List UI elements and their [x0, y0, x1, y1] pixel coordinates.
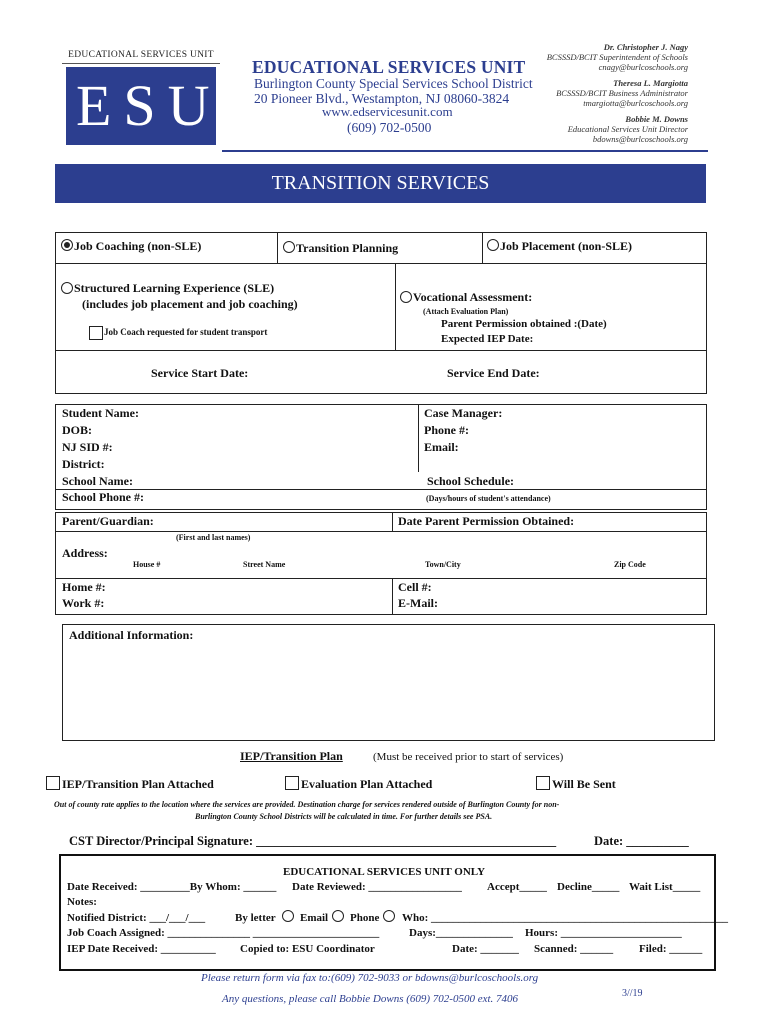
contact-list — [488, 42, 688, 144]
contact-1: Dr. Christopher J. Nagy BCSSSD/BCIT Superintendent of Schools cnagy@burlcoschools.org — [546, 42, 688, 72]
office-date-field[interactable]: Date: _______ — [452, 943, 519, 955]
notes-label: Notes: — [67, 896, 97, 908]
date-reviewed[interactable]: Date Reviewed: _________________ — [292, 881, 462, 893]
student-name-label: Student Name: — [62, 406, 139, 420]
sid-label: NJ SID #: — [62, 440, 113, 454]
by-letter-label: By letter — [235, 912, 276, 924]
vocational-radio[interactable] — [400, 291, 412, 303]
by-letter-radio[interactable] — [282, 910, 294, 922]
first-last-note: (First and last names) — [176, 533, 251, 542]
home-label: Home #: — [62, 580, 106, 594]
logo — [62, 50, 220, 150]
who-field[interactable]: Who: ______________________________________________________ — [402, 912, 729, 924]
zip-label: Zip Code — [614, 560, 646, 569]
contact-3: Bobbie M. Downs Educational Services Unit Director bdowns@burlcoschools.org — [567, 114, 688, 144]
job-placement-radio[interactable] — [487, 239, 499, 251]
parent-permission-label: Parent Permission obtained :(Date) — [441, 318, 607, 330]
town-label: Town/City — [425, 560, 461, 569]
date-permission-label: Date Parent Permission Obtained: — [398, 514, 575, 528]
job-coaching-radio[interactable] — [61, 239, 73, 251]
office-title: EDUCATIONAL SERVICES UNIT ONLY — [283, 866, 486, 878]
org-address: 20 Pioneer Blvd., Westampton, NJ 08060-3824 — [254, 91, 510, 106]
email-option-label: Email — [300, 912, 329, 924]
hours-field[interactable]: Hours: ______________________ — [525, 927, 682, 939]
signature-date[interactable]: Date: __________ — [594, 834, 689, 848]
street-label: Street Name — [243, 560, 286, 569]
notified-district[interactable]: Notified District: ___/___/___ — [67, 912, 206, 924]
disclaimer-line-1: Out of county rate applies to the location where the services are provided. Destination charge for services rendered outside of Burlington County for non- — [54, 800, 560, 809]
footer-fax: Please return form via fax to:(609) 702-9033 or bdowns@burlcoschools.org — [201, 972, 539, 984]
transition-planning-label: Transition Planning — [296, 241, 399, 255]
service-start-label: Service Start Date: — [151, 366, 249, 380]
expected-iep-label: Expected IEP Date: — [441, 333, 534, 345]
accept-field[interactable]: Accept_____ — [487, 881, 547, 893]
schedule-note: (Days/hours of student's attendance) — [426, 494, 551, 503]
additional-info-label: Additional Information: — [69, 628, 194, 642]
attach-eval-label: (Attach Evaluation Plan) — [423, 307, 509, 316]
job-coaching-label: Job Coaching (non-SLE) — [74, 239, 202, 253]
vocational-label: Vocational Assessment: — [413, 290, 533, 304]
phone-label: Phone #: — [424, 423, 469, 437]
disclaimer-line-2: Burlington County School Districts will be calculated in time. For further details see PSA. — [195, 812, 493, 821]
student-box — [55, 404, 707, 510]
logo-block — [66, 67, 222, 145]
service-end-label: Service End Date: — [447, 366, 540, 380]
email-field-label: E-Mail: — [398, 596, 438, 610]
banner-title: TRANSITION SERVICES — [271, 172, 490, 194]
date-received[interactable]: Date Received: _________By Whom: ______ — [67, 881, 277, 893]
filed-field[interactable]: Filed: ______ — [639, 943, 703, 955]
footer-questions: Any questions, please call Bobbie Downs (609) 702-0500 ext. 7406 — [222, 993, 519, 1005]
sle-label: Structured Learning Experience (SLE) — [74, 281, 275, 295]
job-coach-assigned[interactable]: Job Coach Assigned: _______________ _______________________ — [67, 927, 380, 939]
school-name-label: School Name: — [62, 474, 133, 488]
org-phone: (609) 702-0500 — [347, 120, 432, 135]
house-label: House # — [133, 560, 161, 569]
logo-letters: ESU — [76, 73, 222, 138]
parent-guardian-label: Parent/Guardian: — [62, 514, 154, 528]
email-option-radio[interactable] — [332, 910, 344, 922]
school-phone-label: School Phone #: — [62, 490, 145, 504]
district-label: District: — [62, 457, 105, 471]
org-website[interactable]: www.edservicesunit.com — [322, 104, 453, 119]
cell-label: Cell #: — [398, 580, 432, 594]
eval-attached-label: Evaluation Plan Attached — [301, 777, 433, 791]
footer-version: 3//19 — [622, 988, 643, 999]
iep-title: IEP/Transition Plan — [240, 749, 343, 763]
job-coach-transport-label: Job Coach requested for student transport — [104, 327, 268, 337]
sle-sublabel: (includes job placement and job coaching) — [82, 297, 298, 311]
copied-to: Copied to: ESU Coordinator — [240, 943, 375, 955]
org-subtitle: Burlington County Special Services School District — [254, 76, 533, 91]
email-label: Email: — [424, 440, 459, 454]
days-field[interactable]: Days:______________ — [409, 927, 513, 939]
scanned-field[interactable]: Scanned: ______ — [534, 943, 614, 955]
iep-date-received[interactable]: IEP Date Received: __________ — [67, 943, 216, 955]
will-send-label: Will Be Sent — [552, 777, 616, 791]
decline-field[interactable]: Decline_____ — [557, 881, 620, 893]
sle-radio[interactable] — [61, 282, 73, 294]
school-schedule-label: School Schedule: — [427, 474, 515, 488]
wait-list-field[interactable]: Wait List_____ — [629, 881, 701, 893]
logo-caption: EDUCATIONAL SERVICES UNIT — [68, 50, 214, 60]
will-send-checkbox[interactable] — [536, 776, 550, 790]
phone-option-radio[interactable] — [383, 910, 395, 922]
dob-label: DOB: — [62, 423, 92, 437]
iep-attached-label: IEP/Transition Plan Attached — [62, 777, 214, 791]
eval-attached-checkbox[interactable] — [285, 776, 299, 790]
banner — [55, 164, 706, 203]
iep-attached-checkbox[interactable] — [46, 776, 60, 790]
transition-planning-radio[interactable] — [283, 241, 295, 253]
work-label: Work #: — [62, 596, 105, 610]
signature-label[interactable]: CST Director/Principal Signature: ________________________________________________ — [69, 834, 557, 848]
phone-option-label: Phone — [350, 912, 380, 924]
address-label: Address: — [62, 546, 108, 560]
iep-note: (Must be received prior to start of services) — [373, 751, 564, 763]
header-rule — [222, 150, 708, 152]
org-title: EDUCATIONAL SERVICES UNIT — [252, 57, 526, 77]
case-manager-label: Case Manager: — [424, 406, 503, 420]
job-coach-transport-checkbox[interactable] — [89, 326, 103, 340]
job-placement-label: Job Placement (non-SLE) — [500, 239, 632, 253]
contact-2: Theresa L. Margiotta BCSSSD/BCIT Business Administrator tmargiotta@burlcoschools.org — [556, 78, 688, 108]
